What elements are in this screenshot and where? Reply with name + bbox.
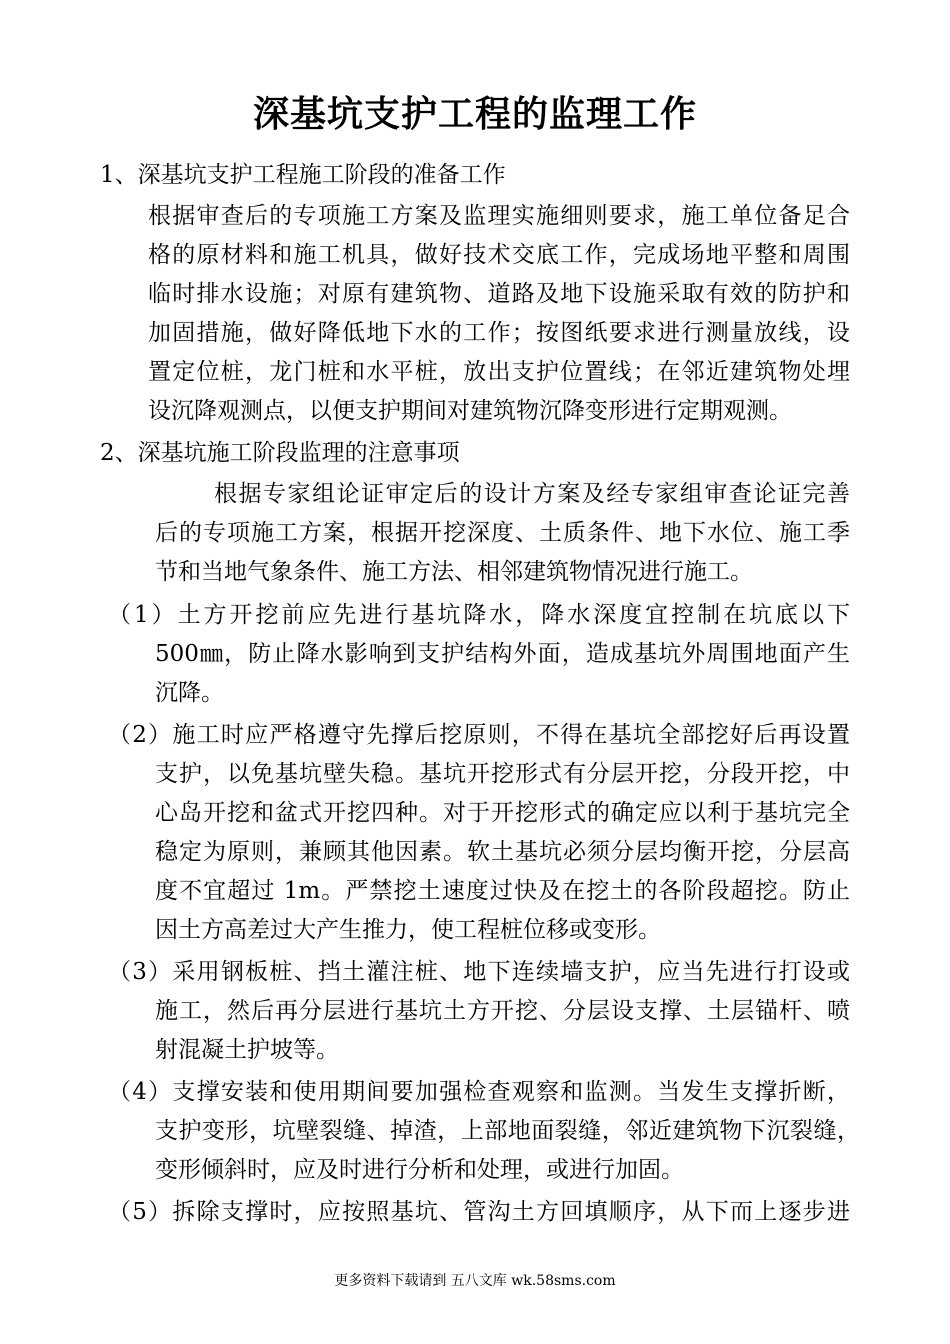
text-line: 临时排水设施；对原有建筑物、道路及地下设施采取有效的防护和 — [148, 281, 850, 307]
text-line: 根据专家组论证审定后的设计方案及经专家组审查论证完善 — [214, 481, 850, 507]
text-line: 因土方高差过大产生推力，使工程桩位移或变形。 — [155, 917, 661, 943]
text-line: 心岛开挖和盆式开挖四种。对于开挖形式的确定应以利于基坑完全 — [155, 800, 850, 826]
text-line: 设沉降观测点，以便支护期间对建筑物沉降变形进行定期观测。 — [148, 398, 792, 424]
text-line: 节和当地气象条件、施工方法、相邻建筑物情况进行施工。 — [155, 559, 753, 585]
text-line: 加固措施，做好降低地下水的工作；按图纸要求进行测量放线，设 — [148, 320, 850, 346]
page-title: 深基坑支护工程的监理工作 — [252, 94, 697, 135]
footer-link[interactable]: 更多资料下载请到 五八文库 wk.58sms.com — [334, 1273, 616, 1289]
section-heading-2: 2、深基坑施工阶段监理的注意事项 — [100, 440, 460, 466]
list-item-2: （2）施工时应严格遵守先撑后挖原则，不得在基坑全部挖好后再设置 — [108, 722, 850, 748]
text-line: 沉降。 — [155, 680, 224, 706]
list-item-3: （3）采用钢板桩、挡土灌注桩、地下连续墙支护，应当先进行打设或 — [108, 959, 850, 985]
text-line: 射混凝土护坡等。 — [155, 1037, 339, 1063]
list-item-5: （5）拆除支撑时，应按照基坑、管沟土方回填顺序，从下而上逐步进 — [108, 1199, 850, 1225]
text-line: 根据审查后的专项施工方案及监理实施细则要求，施工单位备足合 — [148, 203, 850, 229]
list-item-4: （4）支撑安装和使用期间要加强检查观察和监测。当发生支撑折断， — [108, 1079, 850, 1105]
text-line: 后的专项施工方案，根据开挖深度、土质条件、地下水位、施工季 — [155, 520, 850, 546]
text-line: 支护，以免基坑壁失稳。基坑开挖形式有分层开挖，分段开挖，中 — [155, 761, 850, 787]
text-line: 500㎜，防止降水影响到支护结构外面，造成基坑外周围地面产生 — [155, 641, 850, 667]
section-heading-1: 1、深基坑支护工程施工阶段的准备工作 — [100, 162, 506, 188]
text-line: 置定位桩，龙门桩和水平桩，放出支护位置线；在邻近建筑物处埋 — [148, 359, 850, 385]
text-line: 度不宜超过 1m。严禁挖土速度过快及在挖土的各阶段超挖。防止 — [155, 878, 850, 904]
text-line: 变形倾斜时，应及时进行分析和处理，或进行加固。 — [155, 1157, 684, 1183]
text-line: 支护变形，坑壁裂缝、掉渣，上部地面裂缝，邻近建筑物下沉裂缝， — [155, 1118, 860, 1144]
text-line: 格的原材料和施工机具，做好技术交底工作，完成场地平整和周围 — [148, 242, 850, 268]
text-line: 稳定为原则，兼顾其他因素。软土基坑必须分层均衡开挖，分层高 — [155, 839, 850, 865]
text-line: 施工，然后再分层进行基坑土方开挖、分层设支撑、土层锚杆、喷 — [155, 998, 850, 1024]
list-item-1: （1）土方开挖前应先进行基坑降水，降水深度宜控制在坑底以下 — [108, 602, 850, 628]
